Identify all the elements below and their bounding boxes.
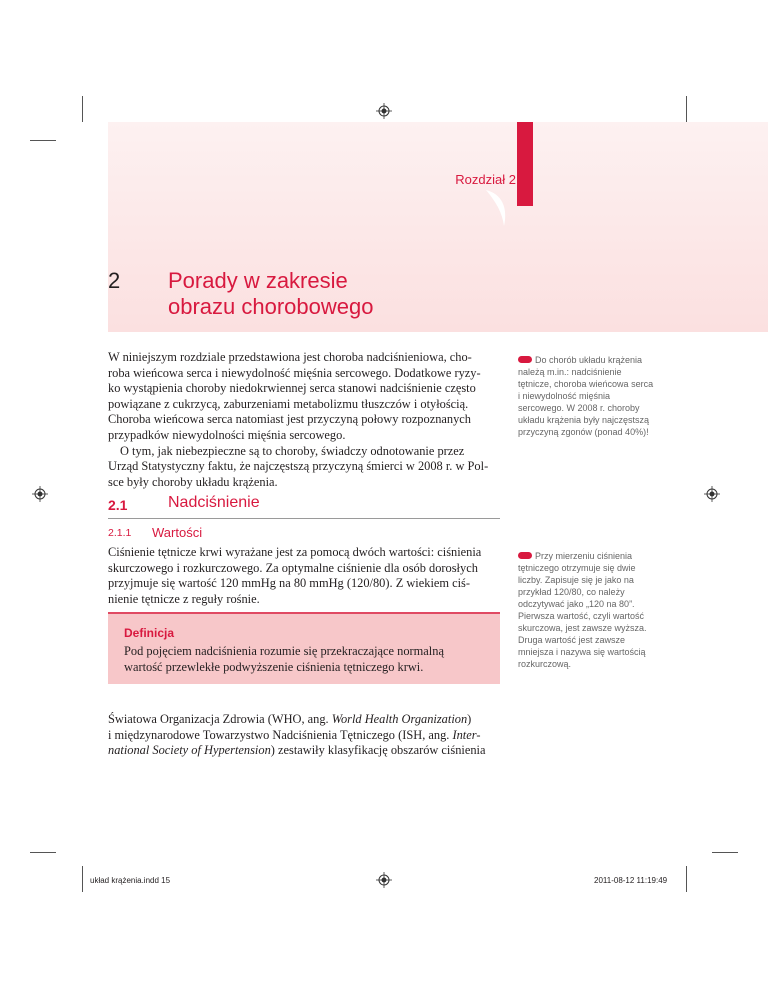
sidenote-line: odczytywać jako „120 na 80”. (518, 599, 635, 609)
chapter-title (168, 268, 498, 320)
closing-paragraph (108, 712, 500, 759)
sidenote-line: układu krążenia były najczęstszą (518, 415, 650, 425)
text-line: W niniejszym rozdziale przedstawiona jest choroba nadciśnieniowa, cho- (108, 350, 472, 364)
subsection-number: 2.1.1 (108, 527, 132, 539)
text-line: powiązane z cukrzycą, zaburzeniami metabolizmu tłuszczów i otyłością. (108, 396, 469, 411)
text-line: Światowa Organizacja Zdrowia (WHO, ang. World Health Organization) (108, 712, 472, 726)
chapter-title-line: obrazu chorobowego (168, 294, 374, 319)
section-rule (108, 518, 500, 519)
sidenote-blood-pressure (518, 550, 658, 670)
sidenote-line: i niewydolność mięśnia (518, 391, 611, 401)
crop-mark (30, 852, 56, 853)
text-line: Ciśnienie tętnicze krwi wyrażane jest za pomocą dwóch wartości: ciśnienia (108, 545, 482, 559)
section-title: Nadciśnienie (168, 494, 260, 511)
sidenote-line: tętnicze, choroba wieńcowa serca (518, 379, 654, 389)
text-line: skurczowego i rozkurczowego. Za optymalne ciśnienie dla osób dorosłych (108, 560, 478, 575)
sidenote-line: skurczowa, jest zawsze wyższa. (518, 623, 647, 633)
sidenote-line: należą m.in.: nadciśnienie (518, 367, 622, 377)
sidenote-line: sercowego. W 2008 r. choroby (518, 403, 640, 413)
text-line: i międzynarodowe Towarzystwo Nadciśnienia Tętniczego (ISH, ang. Inter- (108, 727, 481, 742)
sidenote-line: tętniczego otrzymuje się dwie (518, 563, 636, 573)
speech-curl-icon (478, 190, 508, 226)
text-line: Choroba wieńcowa serca natomiast jest przyczyną połowy rozpoznanych (108, 412, 471, 427)
speech-bubble-icon (518, 356, 532, 363)
registration-mark-icon (704, 486, 720, 502)
text-line: roba wieńcowa serca i niewydolność mięśnia sercowego. Dodatkowe ryzy- (108, 365, 481, 380)
text-line: ko wystąpienia choroby niedokrwiennej serca stanowi nadciśnienie często (108, 381, 476, 396)
chapter-label: Rozdział 2 (455, 172, 516, 187)
speech-bubble-icon (518, 552, 532, 559)
subsection-paragraph (108, 545, 500, 607)
definition-text (124, 644, 484, 675)
subsection-title: Wartości (152, 525, 203, 540)
sidenote-line: Do chorób układu krążenia (518, 354, 658, 366)
section-number: 2.1 (108, 497, 128, 513)
chapter-number: 2 (108, 268, 121, 293)
crop-mark (686, 96, 687, 122)
text-line: national Society of Hypertension) zestawiły klasyfikację obszarów ciśnienia (108, 743, 486, 758)
sidenote-line: Pierwsza wartość, czyli wartość (518, 611, 645, 621)
crop-mark (30, 140, 56, 141)
slug-timestamp: 2011-08-12 11:19:49 (594, 876, 668, 885)
text-line: Urząd Statystyczny faktu, że najczęstszą przyczyną śmierci w 2008 r. w Pol- (108, 459, 489, 474)
sidenote-line: mniejsza i nazywa się wartością (518, 647, 646, 657)
crop-mark (686, 866, 687, 892)
registration-mark-icon (376, 103, 392, 119)
text-line: wartość przewlekłe podwyższenie ciśnienia tętniczego krwi. (124, 659, 424, 674)
sidenote-line: Druga wartość jest zawsze (518, 635, 626, 645)
registration-mark-icon (32, 486, 48, 502)
sidenote-line: przyczyną zgonów (ponad 40%)! (518, 427, 649, 437)
sidenote-line: liczby. Zapisuje się je jako na (518, 575, 634, 585)
text-line: sce były choroby układu krążenia. (108, 474, 278, 489)
text-line: przypadków niewydolności mięśnia sercowego. (108, 427, 346, 442)
sidenote-circulatory (518, 354, 658, 438)
chapter-tab-marker (517, 122, 533, 206)
sidenote-line: przykład 120/80, co należy (518, 587, 625, 597)
definition-box (108, 612, 500, 684)
sidenote-line: rozkurczową. (518, 659, 572, 669)
registration-mark-icon (376, 872, 392, 888)
chapter-title-line: Porady w zakresie (168, 268, 348, 293)
text-line: Pod pojęciem nadciśnienia rozumie się przekraczające normalną (124, 644, 444, 658)
intro-paragraph-1 (108, 350, 500, 490)
crop-mark (82, 866, 83, 892)
text-line: O tym, jak niebezpieczne są to choroby, świadczy odnotowanie przez (120, 443, 465, 458)
definition-title: Definicja (124, 626, 175, 640)
text-line: przyjmuje się wartość 120 mmHg na 80 mmHg (120/80). Z wiekiem ciś- (108, 576, 471, 591)
sidenote-line: Przy mierzeniu ciśnienia (518, 550, 658, 562)
crop-mark (712, 852, 738, 853)
crop-mark (82, 96, 83, 122)
slug-filename: układ krążenia.indd 15 (90, 876, 171, 885)
text-line: nienie tętnicze z reguły rośnie. (108, 591, 260, 606)
